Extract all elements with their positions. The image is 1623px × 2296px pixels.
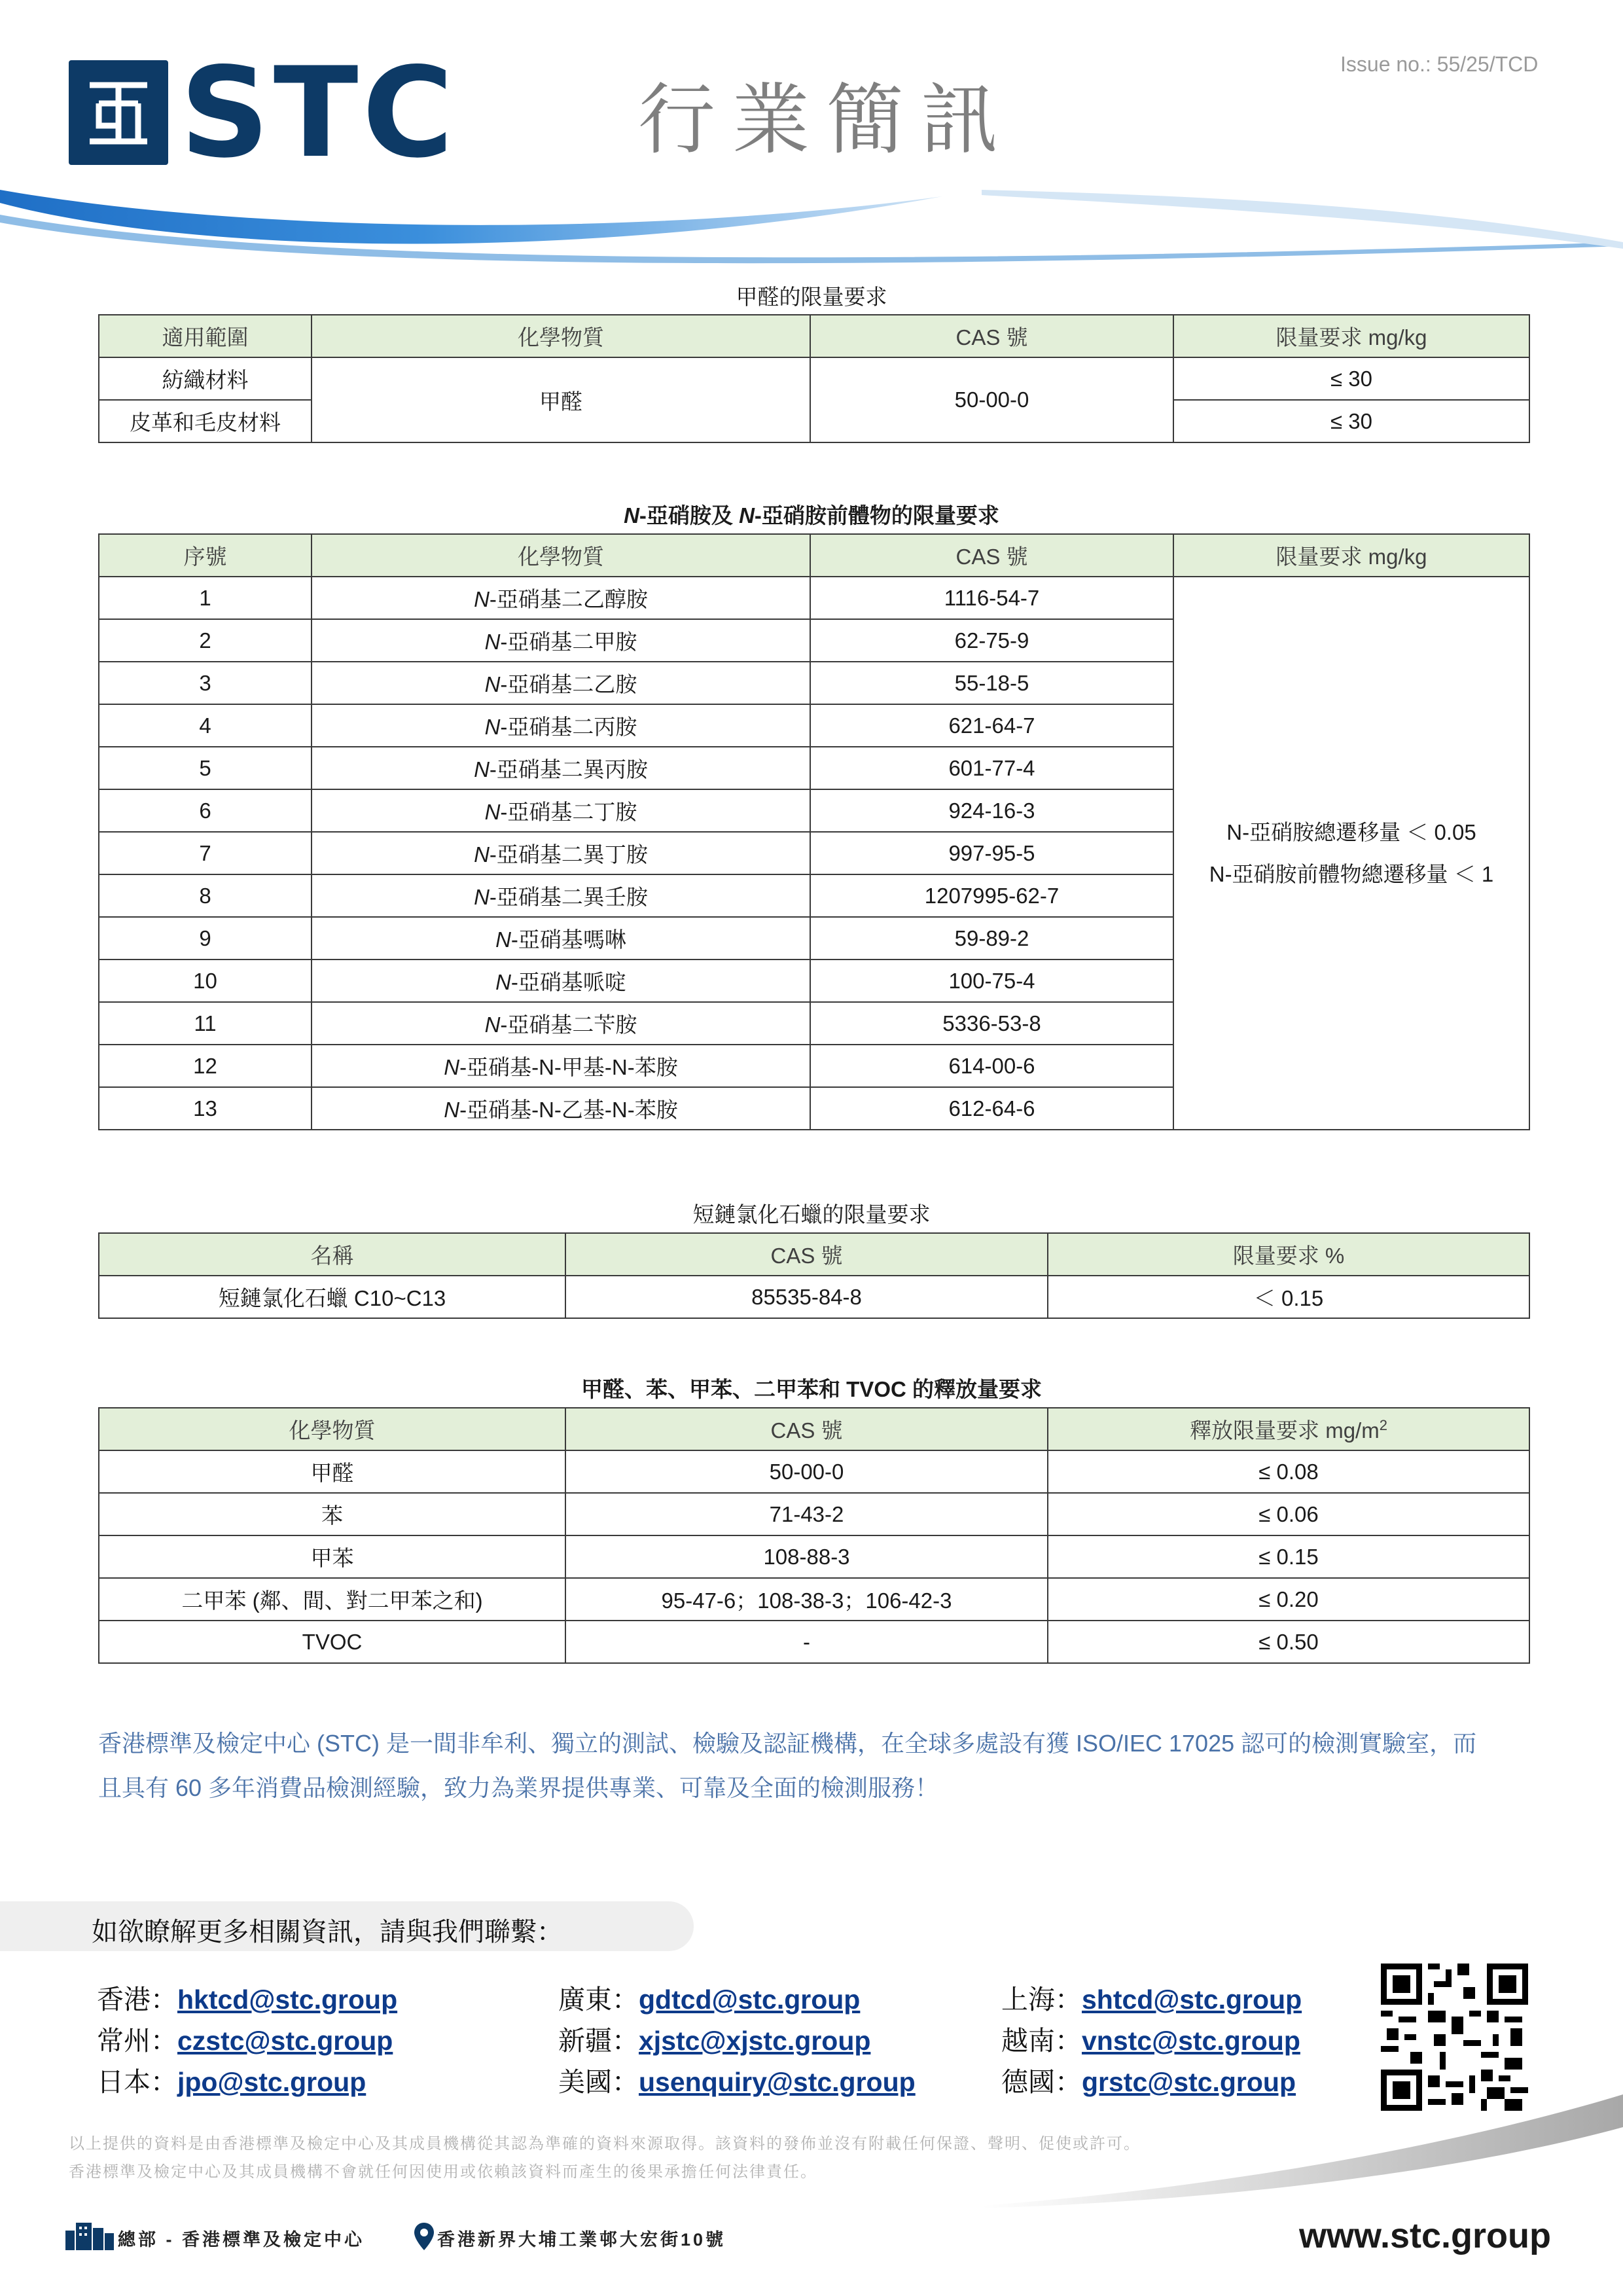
number-cell: 2 xyxy=(99,619,312,662)
contact-usa xyxy=(558,2060,916,2099)
header-substance: 化學物質 xyxy=(312,534,810,577)
contact-japan xyxy=(97,2060,366,2099)
number-cell: 7 xyxy=(99,832,312,874)
italic-n-prefix: N xyxy=(474,842,490,867)
italic-n-prefix: N xyxy=(484,1013,501,1037)
disclaimer-line-1: 以上提供的資料是由香港標準及檢定中心及其成員機構從其認為準確的資料來源取得。該資料的發佈並沒有附載任何保證、聲明、促使或許可。 xyxy=(69,2135,1141,2153)
header-scope: 適用範圍 xyxy=(99,315,312,357)
limit-cell: ≤ 0.08 xyxy=(1048,1450,1529,1493)
table-row xyxy=(99,1450,1529,1493)
contact-email-link[interactable]: hktcd@stc.group xyxy=(177,1984,398,2015)
table-row xyxy=(99,1493,1529,1535)
limit-line-2: N-亞硝胺前體物總遷移量 ＜ 1 xyxy=(1209,861,1494,886)
substance-cell xyxy=(312,832,810,874)
caption-mid: -亞硝胺及 xyxy=(639,503,740,528)
italic-n-prefix: N xyxy=(444,1055,460,1079)
contact-email-link[interactable]: grstc@stc.group xyxy=(1082,2067,1296,2097)
number-cell: 12 xyxy=(99,1045,312,1087)
building-icon xyxy=(64,2219,115,2250)
italic-n-prefix: N xyxy=(484,630,501,654)
contact-changzhou xyxy=(97,2019,393,2058)
contact-email-link[interactable]: jpo@stc.group xyxy=(177,2067,366,2097)
substance-name: -亞硝基-N-乙基-N-苯胺 xyxy=(459,1098,678,1122)
headquarters-label: 總部 - 香港標準及檢定中心 xyxy=(118,2230,365,2250)
contact-label: 常州： xyxy=(97,2026,177,2056)
header-number: 序號 xyxy=(99,534,312,577)
cas-cell: 95-47-6；108-38-3；106-42-3 xyxy=(565,1578,1048,1621)
contact-label: 美國： xyxy=(558,2067,639,2097)
contact-guangdong xyxy=(558,1978,860,2017)
substance-name: -亞硝基二乙胺 xyxy=(500,672,637,696)
header-swoosh-graphic xyxy=(0,183,1623,275)
caption-suffix: -亞硝胺前體物的限量要求 xyxy=(754,503,999,528)
contact-label: 德國： xyxy=(1001,2067,1082,2097)
contact-hongkong xyxy=(97,1978,397,2017)
number-cell: 11 xyxy=(99,1002,312,1045)
substance-name: -亞硝基二異丙胺 xyxy=(489,757,648,781)
limit-line-1: N-亞硝胺總遷移量 ＜ 0.05 xyxy=(1226,819,1476,844)
contact-vietnam xyxy=(1001,2019,1300,2058)
substance-cell xyxy=(312,1087,810,1130)
italic-n-prefix: N xyxy=(484,715,501,739)
table-row xyxy=(99,1276,1529,1318)
contact-email-link[interactable]: gdtcd@stc.group xyxy=(639,1984,861,2015)
limit-cell: ≤ 0.50 xyxy=(1048,1621,1529,1663)
cas-cell: 612-64-6 xyxy=(810,1087,1173,1130)
limit-cell: ≤ 0.20 xyxy=(1048,1578,1529,1621)
table-header-row xyxy=(99,534,1529,577)
cas-cell: 1207995-62-7 xyxy=(810,874,1173,917)
substance-cell xyxy=(312,874,810,917)
italic-n-prefix: N xyxy=(474,587,490,611)
page-title: 行業簡訊 xyxy=(638,75,1016,165)
substance-cell xyxy=(312,917,810,960)
cas-cell: 50-00-0 xyxy=(565,1450,1048,1493)
chlorinated-paraffin-table xyxy=(98,1232,1530,1319)
cas-cell: 59-89-2 xyxy=(810,917,1173,960)
contact-label: 越南： xyxy=(1001,2026,1082,2056)
nitrosamine-table xyxy=(98,533,1530,1130)
contact-shanghai xyxy=(1001,1978,1302,2017)
number-cell: 3 xyxy=(99,662,312,704)
substance-cell xyxy=(312,1045,810,1087)
contact-email-link[interactable]: vnstc@stc.group xyxy=(1082,2026,1300,2056)
location-pin-icon xyxy=(414,2223,434,2250)
cas-cell: 71-43-2 xyxy=(565,1493,1048,1535)
substance-cell xyxy=(312,960,810,1002)
contact-label: 新疆： xyxy=(558,2026,639,2056)
cas-cell: 85535-84-8 xyxy=(565,1276,1048,1318)
cas-cell: 924-16-3 xyxy=(810,789,1173,832)
substance-cell: TVOC xyxy=(99,1621,565,1663)
cas-cell: 55-18-5 xyxy=(810,662,1173,704)
substance-cell: 苯 xyxy=(99,1493,565,1535)
substance-cell: 甲醛 xyxy=(312,357,810,442)
cas-cell: 62-75-9 xyxy=(810,619,1173,662)
table-row xyxy=(99,357,1529,400)
scope-cell: 皮革和毛皮材料 xyxy=(99,400,312,442)
substance-name: -亞硝基哌啶 xyxy=(510,970,626,994)
emission-table xyxy=(98,1407,1530,1664)
italic-n-prefix: N xyxy=(474,757,490,781)
cas-cell: 50-00-0 xyxy=(810,357,1173,442)
cas-cell: 997-95-5 xyxy=(810,832,1173,874)
substance-name: -亞硝基二丙胺 xyxy=(500,715,637,739)
table-header-row xyxy=(99,1233,1529,1276)
about-line-1: 香港標準及檢定中心 (STC) 是一間非牟利、獨立的測試、檢驗及認証機構，在全球多處設有獲 ISO/IEC 17025 認可的檢測實驗室，而 xyxy=(98,1730,1477,1757)
contact-label: 上海： xyxy=(1001,1984,1082,2015)
contact-email-link[interactable]: usenquiry@stc.group xyxy=(639,2067,916,2097)
about-paragraph xyxy=(98,1721,1555,1810)
number-cell: 4 xyxy=(99,704,312,747)
substance-name: -亞硝基-N-甲基-N-苯胺 xyxy=(459,1055,678,1079)
number-cell: 9 xyxy=(99,917,312,960)
table-row xyxy=(99,1578,1529,1621)
contact-email-link[interactable]: shtcd@stc.group xyxy=(1082,1984,1302,2015)
substance-cell xyxy=(312,1002,810,1045)
limit-cell: ≤ 30 xyxy=(1173,357,1529,400)
header-limit: 限量要求 % xyxy=(1048,1233,1529,1276)
header-substance: 化學物質 xyxy=(312,315,810,357)
header-name: 名稱 xyxy=(99,1233,565,1276)
italic-n-prefix: N xyxy=(484,672,501,696)
logo-emblem-icon xyxy=(83,73,154,152)
cas-cell: 1116-54-7 xyxy=(810,577,1173,619)
header-limit: 限量要求 mg/kg xyxy=(1173,315,1529,357)
number-cell: 8 xyxy=(99,874,312,917)
disclaimer-line-2: 香港標準及檢定中心及其成員機構不會就任何因使用或依賴該資料而產生的後果承擔任何法律責任。 xyxy=(69,2163,817,2181)
address-label: 香港新界大埔工業邨大宏街10號 xyxy=(437,2230,726,2250)
italic-n-prefix: N xyxy=(495,970,511,994)
substance-cell xyxy=(312,789,810,832)
formaldehyde-table-caption: 甲醛的限量要求 xyxy=(736,285,887,309)
cas-cell: 5336-53-8 xyxy=(810,1002,1173,1045)
cas-cell: 601-77-4 xyxy=(810,747,1173,789)
substance-name: -亞硝基二乙醇胺 xyxy=(489,587,648,611)
italic-n-prefix: N xyxy=(484,800,501,824)
substance-cell: 二甲苯 (鄰、間、對二甲苯之和) xyxy=(99,1578,565,1621)
substance-cell xyxy=(312,747,810,789)
substance-name: -亞硝基二異壬胺 xyxy=(489,885,648,909)
substance-cell xyxy=(312,619,810,662)
header-limit: 限量要求 mg/kg xyxy=(1173,534,1529,577)
number-cell: 5 xyxy=(99,747,312,789)
scope-cell: 紡織材料 xyxy=(99,357,312,400)
limit-cell xyxy=(1173,577,1529,1130)
contact-email-link[interactable]: xjstc@xjstc.group xyxy=(639,2026,871,2056)
substance-cell xyxy=(312,662,810,704)
limit-cell: ≤ 30 xyxy=(1173,400,1529,442)
website-link[interactable]: www.stc.group xyxy=(1299,2216,1552,2255)
header-limit-text: 釋放限量要求 mg/m xyxy=(1190,1418,1380,1443)
cas-cell: 614-00-6 xyxy=(810,1045,1173,1087)
about-line-2: 且具有 60 多年消費品檢測經驗，致力為業界提供專業、可靠及全面的檢測服務！ xyxy=(98,1774,939,1801)
limit-cell: ＜ 0.15 xyxy=(1048,1276,1529,1318)
table-header-row xyxy=(99,1408,1529,1450)
table-row xyxy=(99,1535,1529,1578)
cas-cell: 100-75-4 xyxy=(810,960,1173,1002)
limit-cell: ≤ 0.15 xyxy=(1048,1535,1529,1578)
limit-cell: ≤ 0.06 xyxy=(1048,1493,1529,1535)
table-header-row xyxy=(99,315,1529,357)
italic-n-prefix: N xyxy=(444,1098,460,1122)
number-cell: 13 xyxy=(99,1087,312,1130)
italic-n-prefix: N xyxy=(474,885,490,909)
chlorinated-paraffin-table-caption: 短鏈氯化石蠟的限量要求 xyxy=(692,1202,931,1227)
header-cas: CAS 號 xyxy=(810,315,1173,357)
emission-table-caption: 甲醛、苯、甲苯、二甲苯和 TVOC 的釋放量要求 xyxy=(580,1377,1042,1401)
substance-cell xyxy=(312,704,810,747)
substance-cell xyxy=(312,577,810,619)
cas-cell: 621-64-7 xyxy=(810,704,1173,747)
name-cell: 短鏈氯化石蠟 C10~C13 xyxy=(99,1276,565,1318)
table-row xyxy=(99,1621,1529,1663)
contact-xinjiang xyxy=(558,2019,870,2058)
number-cell: 1 xyxy=(99,577,312,619)
logo-text: STC xyxy=(180,41,457,185)
substance-name: -亞硝基二丁胺 xyxy=(500,800,637,824)
contact-heading: 如欲瞭解更多相關資訊，請與我們聯繫： xyxy=(92,1918,563,1946)
substance-cell: 甲醛 xyxy=(99,1450,565,1493)
header-cas: CAS 號 xyxy=(565,1408,1048,1450)
number-cell: 10 xyxy=(99,960,312,1002)
header-limit-superscript: 2 xyxy=(1379,1417,1387,1433)
contact-label: 香港： xyxy=(97,1984,177,2015)
caption-italic-n: N xyxy=(624,503,639,528)
italic-n-prefix: N xyxy=(495,927,511,952)
header-substance: 化學物質 xyxy=(99,1408,565,1450)
contact-email-link[interactable]: czstc@stc.group xyxy=(177,2026,393,2056)
substance-name: -亞硝基二苄胺 xyxy=(500,1013,637,1037)
issue-number: Issue no.: 55/25/TCD xyxy=(1340,52,1539,76)
nitrosamine-table-caption xyxy=(0,499,1623,529)
logo-emblem xyxy=(69,60,168,165)
stc-logo xyxy=(69,41,461,185)
cas-cell: - xyxy=(565,1621,1048,1663)
contact-label: 日本： xyxy=(97,2067,177,2097)
substance-name: -亞硝基二異丁胺 xyxy=(489,842,648,867)
header-cas: CAS 號 xyxy=(810,534,1173,577)
header-limit xyxy=(1048,1408,1529,1450)
number-cell: 6 xyxy=(99,789,312,832)
substance-cell: 甲苯 xyxy=(99,1535,565,1578)
contact-label: 廣東： xyxy=(558,1984,639,2015)
table-row xyxy=(99,577,1529,619)
caption-italic-n: N xyxy=(739,503,755,528)
substance-name: -亞硝基嗎啉 xyxy=(510,927,626,952)
substance-name: -亞硝基二甲胺 xyxy=(500,630,637,654)
formaldehyde-table xyxy=(98,314,1530,443)
cas-cell: 108-88-3 xyxy=(565,1535,1048,1578)
header-cas: CAS 號 xyxy=(565,1233,1048,1276)
